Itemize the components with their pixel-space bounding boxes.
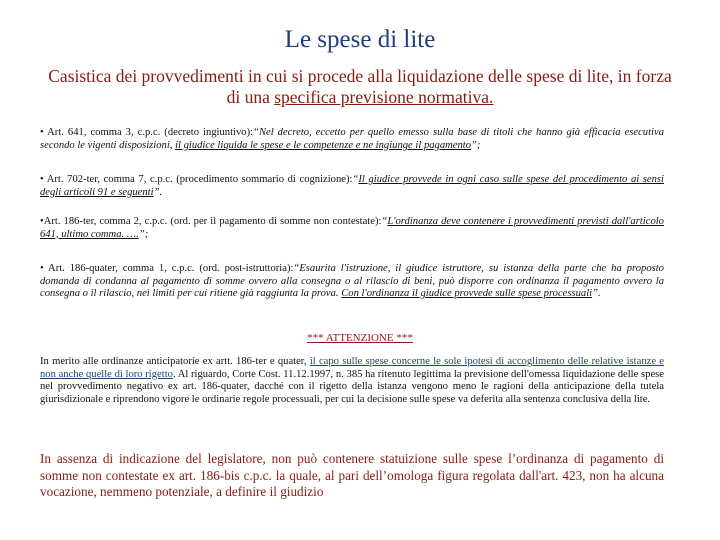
- item-tail: ”.: [592, 288, 601, 300]
- item-lead: • Art. 641, comma 3, c.p.c. (decreto ingiuntivo):: [40, 127, 254, 138]
- item-tail: ”;: [471, 139, 481, 151]
- slide-subtitle: [40, 66, 680, 108]
- item-art-186-quater: [40, 263, 664, 301]
- item-lead: • Art. 702-ter, comma 7, c.p.c. (procedimento sommario di cognizione):: [40, 174, 353, 185]
- conclusion-paragraph: In assenza di indicazione del legislatore, non può contenere statuizione sulle spese l’ordinanza di pagamento di somme non contestate ex art. 186-bis c.p.c. la quale, al pari dell’omologa figura regolata dall'art. 423, non ha alcuna vocazione, nemmeno potenziale, a definire il giudizio: [40, 451, 664, 499]
- item-tail: ”.: [153, 186, 163, 198]
- note-lead: In merito alle ordinanze anticipatorie ex artt. 186-ter e quater,: [40, 356, 310, 367]
- item-underlined: Con l'ordinanza il giudice provvede sulle spese processuali: [341, 288, 593, 300]
- note-highlight: il capo sulle spese concerne le sole ipotesi di accoglimento delle relative istanze e non anche quelle di loro rigetto: [40, 356, 664, 380]
- subtitle-lead: Casistica dei provvedimenti in cui si procede alla liquidazione delle spese di lite, in forza di una: [48, 66, 672, 107]
- item-art-702-ter: [40, 174, 664, 199]
- item-tail: ”;: [138, 228, 149, 240]
- item-underlined: il giudice liquida le spese e le competenze e ne ingiunge il pagamento: [175, 139, 472, 151]
- note-tail: . Al riguardo, Corte Cost. 11.12.1997, n. 385 ha ritenuto legittima la previsione dell'omessa liquidazione delle spese nel provvedimento negativo ex art. 186-quater, dacché con il rigetto della istanza vengono meno le ragioni della anticipazione della tutela giurisdizionale e riprendono vigore le ordinarie regole processuali, per cui la decisione sulle spese va deferita alla sentenza conclusiva della lite.: [40, 368, 664, 405]
- item-quote: “Esaurita l'istruzione, il giudice istruttore, su istanza della parte che ha proposto domanda di condanna al pagamento di somme ovvero alla consegna o al rilascio di beni, può disporre con ordinanza il pagamento ovvero la consegna o il rilascio, nei limiti per cui ritiene già raggiunta la prova.: [40, 263, 664, 300]
- item-quote: “Nel decreto, eccetto per quello emesso sulla base di titoli che hanno già efficacia esecutiva secondo le vigenti disposizioni,: [40, 127, 664, 151]
- item-lead: •Art. 186-ter, comma 2, c.p.c. (ord. per il pagamento di somme non contestate):: [40, 216, 382, 227]
- item-lead: • Art. 186-quater, comma 1, c.p.c. (ord. post-istruttoria):: [40, 263, 294, 274]
- item-quote: “: [381, 216, 388, 227]
- item-quote: “: [352, 174, 359, 185]
- subtitle-underlined: specifica previsione normativa.: [274, 87, 494, 107]
- item-underlined: Il giudice provvede in ogni caso sulle spese del procedimento ai sensi degli articoli 91 e seguenti: [40, 174, 664, 198]
- attention-heading: *** ATTENZIONE ***: [307, 332, 413, 344]
- slide-title: Le spese di lite: [284, 26, 436, 53]
- item-art-641: [40, 127, 664, 152]
- item-underlined: L'ordinanza deve contenere i provvedimenti previsti dall'articolo 641, ultimo comma. ….: [40, 216, 664, 240]
- note-paragraph: [40, 356, 664, 406]
- item-art-186-ter: [40, 216, 664, 241]
